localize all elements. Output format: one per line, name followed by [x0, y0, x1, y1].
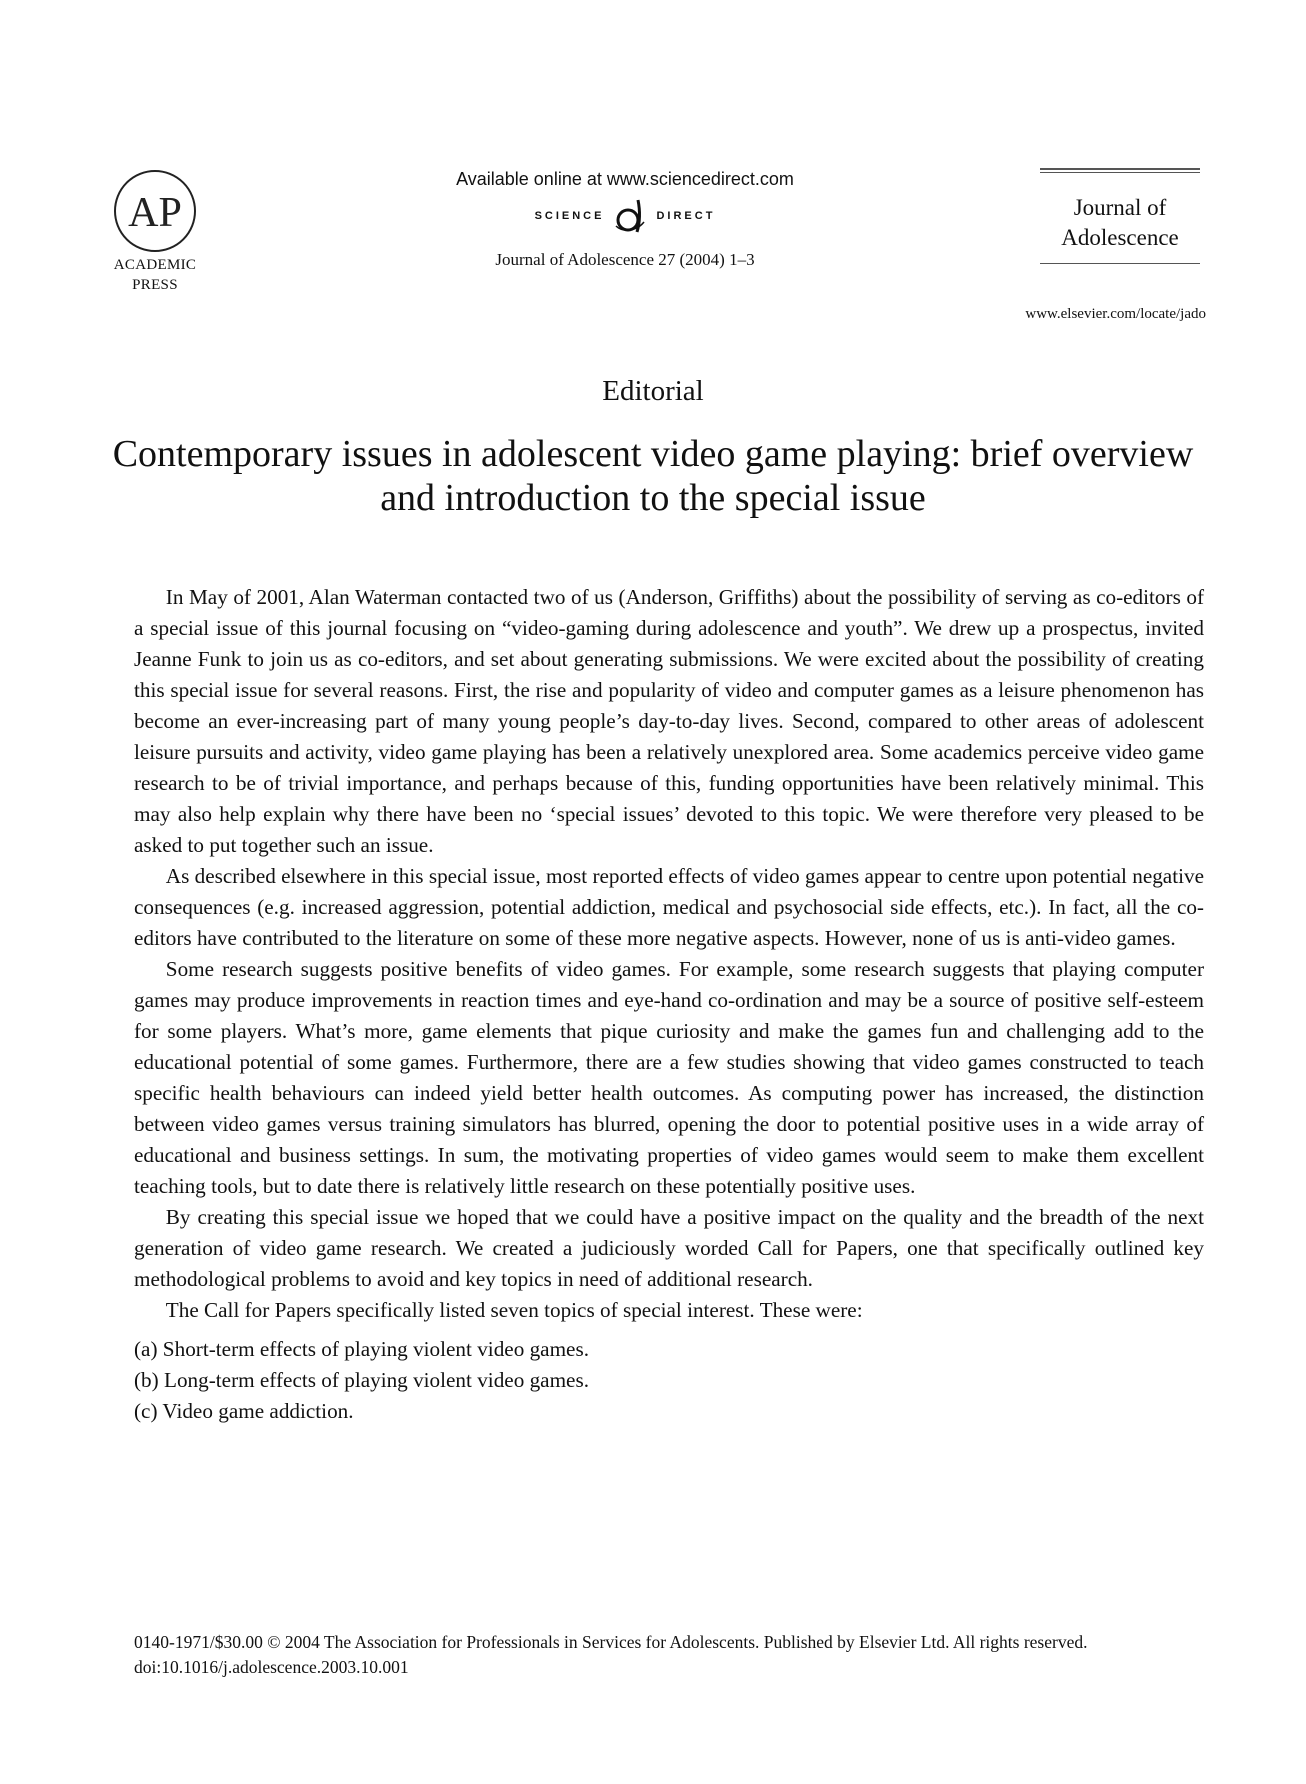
body-paragraph-1: In May of 2001, Alan Waterman contacted two of us (Anderson, Griffiths) about the possibility of serving as co-editors of a special issue of this journal focusing on “video-gaming during adolescence and youth”. We drew up a prospectus, invited Jeanne Funk to join us as co-editors, and set about generating submissions. We were excited about the possibility of creating this special issue for several reasons. First, the rise and popularity of video and computer games as a leisure phenomenon has become an ever-increasing part of many young people’s day-to-day lives. Second, compared to other areas of adolescent leisure pursuits and activity, video game playing has been a relatively unexplored area. Some academics perceive video game research to be of trivial importance, and perhaps because of this, funding opportunities have been relatively minimal. This may also help explain why there have been no ‘special issues’ devoted to this topic. We were therefore very pleased to be asked to put together such an issue. [134, 585, 1204, 857]
sciencedirect-logo-right: DIRECT [656, 210, 716, 222]
journal-title-box [1040, 168, 1200, 264]
sciencedirect-logo [380, 196, 870, 236]
journal-title-line1: Journal of [1073, 195, 1167, 220]
available-online-text: Available online at www.sciencedirect.com [456, 169, 794, 189]
body-paragraph-2: As described elsewhere in this special issue, most reported effects of video games appear to centre upon potential negative consequences (e.g. increased aggression, potential addiction, medical and psychosocial side effects, etc.). In fact, all the co-editors have contributed to the literature on some of these more negative aspects. However, none of us is anti-video games. [134, 864, 1204, 950]
sciencedirect-header [380, 168, 870, 270]
topic-item: (c) Video game addiction. [134, 1399, 354, 1423]
article-body [134, 582, 1204, 1427]
journal-bottom-rule [1040, 263, 1200, 264]
section-label: Editorial [602, 375, 704, 407]
journal-url-link[interactable]: www.elsevier.com/locate/jado [1025, 306, 1206, 322]
journal-top-rule [1040, 168, 1200, 173]
publisher-name-line2: PRESS [132, 277, 178, 293]
page-footer [134, 1630, 1204, 1680]
journal-citation: Journal of Adolescence 27 (2004) 1–3 [495, 250, 755, 269]
copyright-notice: 0140-1971/$30.00 © 2004 The Association for Professionals in Services for Adolescents. Published by Elsevier Ltd. All rights reserved. [134, 1632, 1088, 1652]
emblem-letters: AP [128, 190, 182, 236]
body-paragraph-3: Some research suggests positive benefits of video games. For example, some research suggests that playing computer games may produce improvements in reaction times and eye-hand co-ordination and may be a source of positive self-esteem for some players. What’s more, game elements that pique curiosity and make the games fun and challenging add to the educational potential of some games. Furthermore, there are a few studies showing that video games constructed to teach specific health behaviours can indeed yield better health outcomes. As computing power has increased, the distinction between video games versus training simulators has blurred, opening the door to potential positive uses in a wide array of educational and business settings. In sum, the motivating properties of video games would seem to make them excellent teaching tools, but to date there is relatively little research on these potentially positive uses. [134, 957, 1204, 1198]
topic-item: (b) Long-term effects of playing violent video games. [134, 1368, 590, 1392]
publisher-name-line1: ACADEMIC [113, 257, 197, 273]
article-title: Contemporary issues in adolescent video game playing: brief overview and introduction to the special issue [112, 433, 1194, 519]
sciencedirect-d-icon [610, 196, 650, 236]
body-paragraph-4: By creating this special issue we hoped that we could have a positive impact on the quality and the breadth of the next generation of video game research. We created a judiciously worded Call for Papers, one that specifically outlined key methodological problems to avoid and key topics in need of additional research. [134, 1205, 1204, 1291]
journal-title-line2: Adolescence [1061, 225, 1179, 250]
doi-link[interactable]: doi:10.1016/j.adolescence.2003.10.001 [134, 1657, 409, 1677]
topics-list [134, 1334, 1204, 1427]
body-paragraph-5: The Call for Papers specifically listed seven topics of special interest. These were: [165, 1298, 863, 1322]
academic-press-emblem-icon [112, 168, 198, 254]
sciencedirect-logo-left: SCIENCE [534, 210, 605, 222]
academic-press-logo [100, 168, 210, 294]
topic-item: (a) Short-term effects of playing violent video games. [134, 1337, 590, 1361]
